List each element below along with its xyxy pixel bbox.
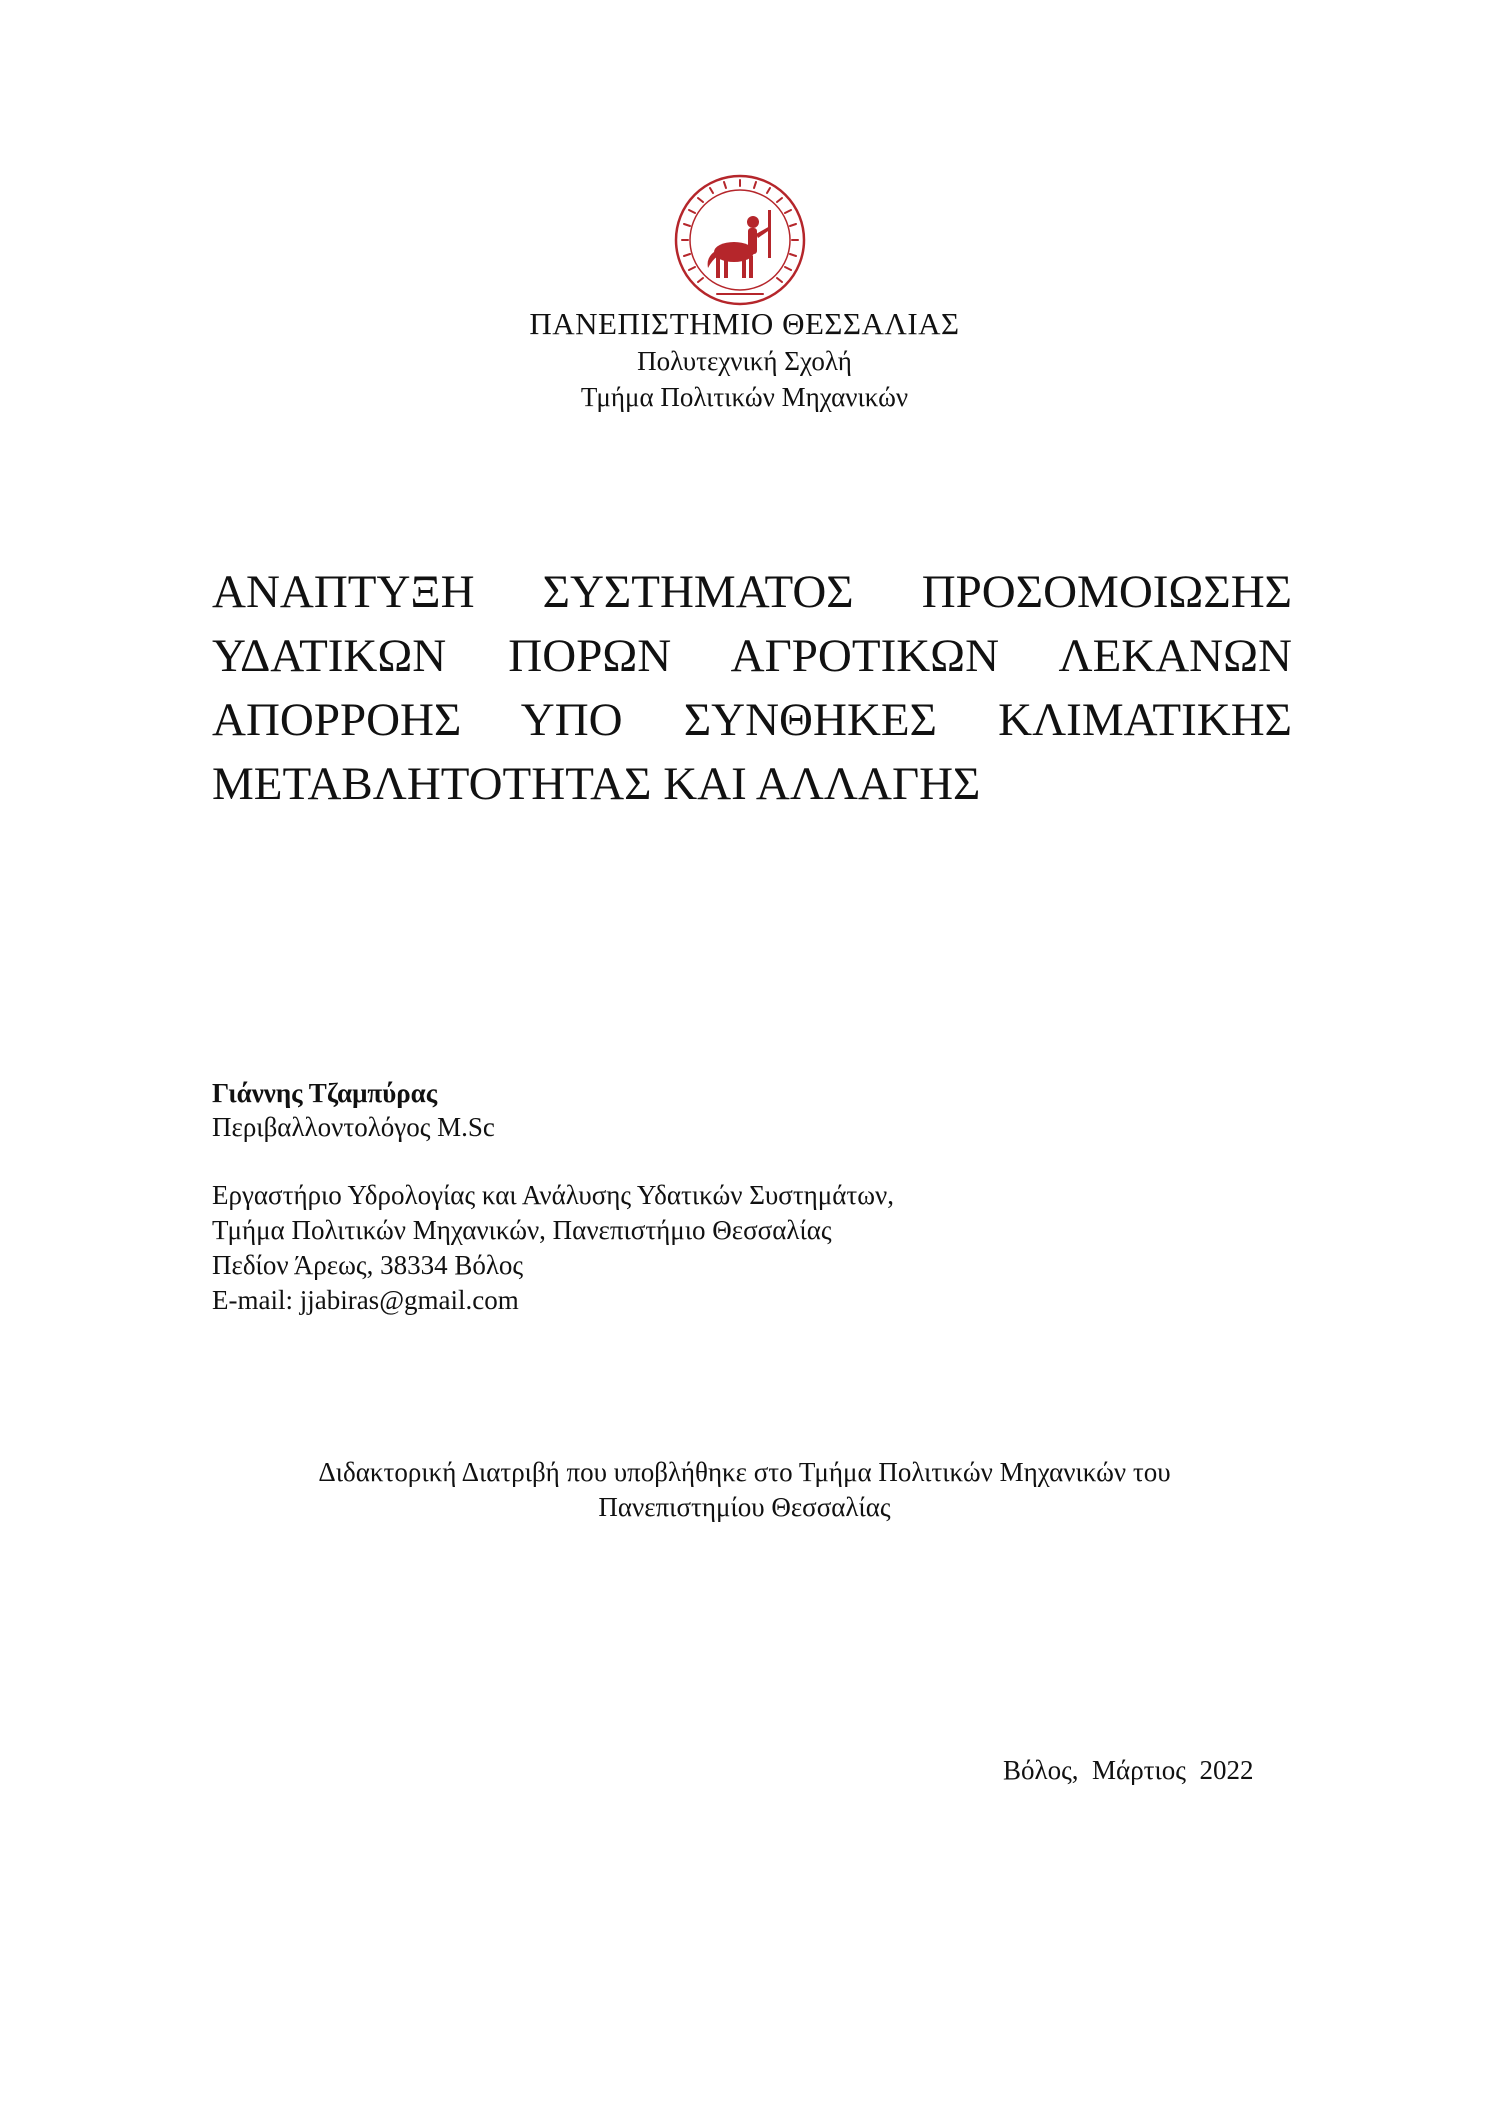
affiliation-address: Πεδίον Άρεως, 38334 Βόλος — [212, 1250, 524, 1280]
author-name: Γιάννης Τζαμπύρας — [212, 1078, 438, 1108]
author-role: Περιβαλλοντολόγος M.Sc — [212, 1112, 495, 1142]
affiliation-department: Τμήμα Πολιτικών Μηχανικών, Πανεπιστήμιο Θεσσαλίας — [212, 1215, 832, 1245]
affiliation-block — [212, 1178, 894, 1318]
thesis-title-line: ΑΝΑΠΤΥΞΗ ΣΥΣΤΗΜΑΤΟΣ ΠΡΟΣΟΜΟΙΩΣΗΣ — [212, 566, 1292, 618]
affiliation-email: E-mail: jjabiras@gmail.com — [212, 1285, 519, 1315]
thesis-title-line: ΑΠΟΡΡΟΗΣ ΥΠΟ ΣΥΝΘΗΚΕΣ ΚΛΙΜΑΤΙΚΗΣ — [212, 694, 1292, 746]
author-block — [212, 1076, 495, 1144]
thesis-title-line: ΥΔΑΤΙΚΩΝ ΠΟΡΩΝ ΑΓΡΟΤΙΚΩΝ ΛΕΚΑΝΩΝ — [212, 630, 1292, 682]
place-date: Βόλος, Μάρτιος 2022 — [1003, 1755, 1254, 1785]
thesis-title-line: ΜΕΤΑΒΛΗΤΟΤΗΤΑΣ ΚΑΙ ΑΛΛΑΓΗΣ — [212, 758, 981, 810]
department-name: Τμήμα Πολιτικών Μηχανικών — [580, 382, 909, 412]
submission-statement — [0, 1455, 1489, 1525]
university-seal-logo — [672, 172, 808, 308]
thesis-title — [212, 560, 1292, 816]
school-name: Πολυτεχνική Σχολή — [637, 346, 852, 376]
university-name: ΠΑΝΕΠΙΣΤΗΜΙΟ ΘΕΣΣΑΛΙΑΣ — [529, 306, 960, 341]
submission-line: Διδακτορική Διατριβή που υποβλήθηκε στο Τμήμα Πολιτικών Μηχανικών του — [318, 1457, 1171, 1487]
submission-line: Πανεπιστημίου Θεσσαλίας — [598, 1492, 891, 1522]
affiliation-lab: Εργαστήριο Υδρολογίας και Ανάλυσης Υδατικών Συστημάτων, — [212, 1180, 895, 1210]
